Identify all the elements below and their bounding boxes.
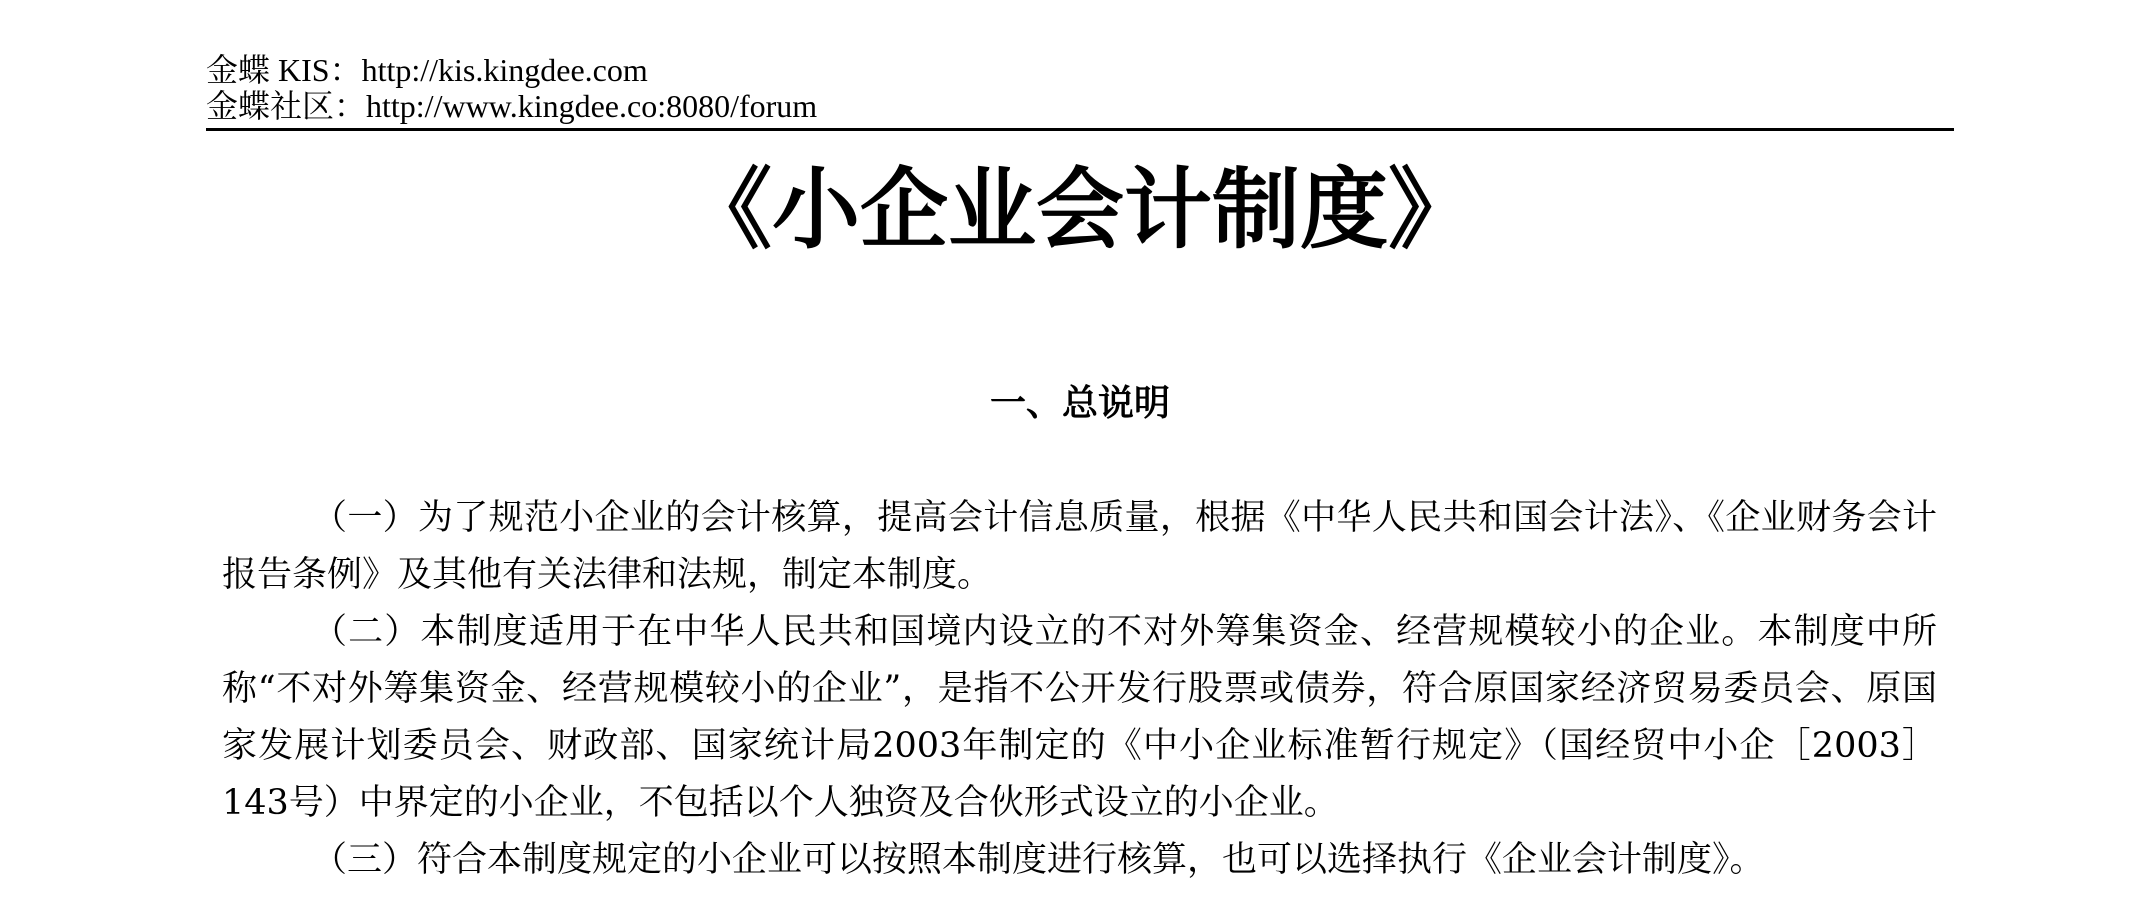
header-forum-url: 金蝶社区：http://www.kingdee.co:8080/forum — [206, 88, 818, 124]
paragraph-1: （一）为了规范小企业的会计核算，提高会计信息质量，根据《中华人民共和国会计法》、《企业财务会计报告条例》及其他有关法律和法规，制定本制度。 — [222, 498, 1937, 595]
paragraph-2: （二）本制度适用于在中华人民共和国境内设立的不对外筹集资金、经营规模较小的企业。本制度中所称“不对外筹集资金、经营规模较小的企业”，是指不公开发行股票或债券，符合原国家经济贸易委员会、原国家发展计划委员会、财政部、国家统计局2003年制定的《中小企业标准暂行规定》（国经贸中小企［2003］143号）中界定的小企业，不包括以个人独资及合伙形式设立的小企业。 — [222, 612, 1937, 823]
body-text — [222, 490, 1937, 889]
header-kis-url: 金蝶 KIS：http://kis.kingdee.com — [206, 52, 648, 88]
document-title: 《小企业会计制度》 — [683, 158, 1476, 261]
header-divider — [206, 128, 1954, 131]
paragraph-3: （三）符合本制度规定的小企业可以按照本制度进行核算，也可以选择执行《企业会计制度》。 — [312, 840, 1765, 880]
page-header — [206, 52, 1954, 124]
section-heading: 一、总说明 — [989, 383, 1170, 424]
